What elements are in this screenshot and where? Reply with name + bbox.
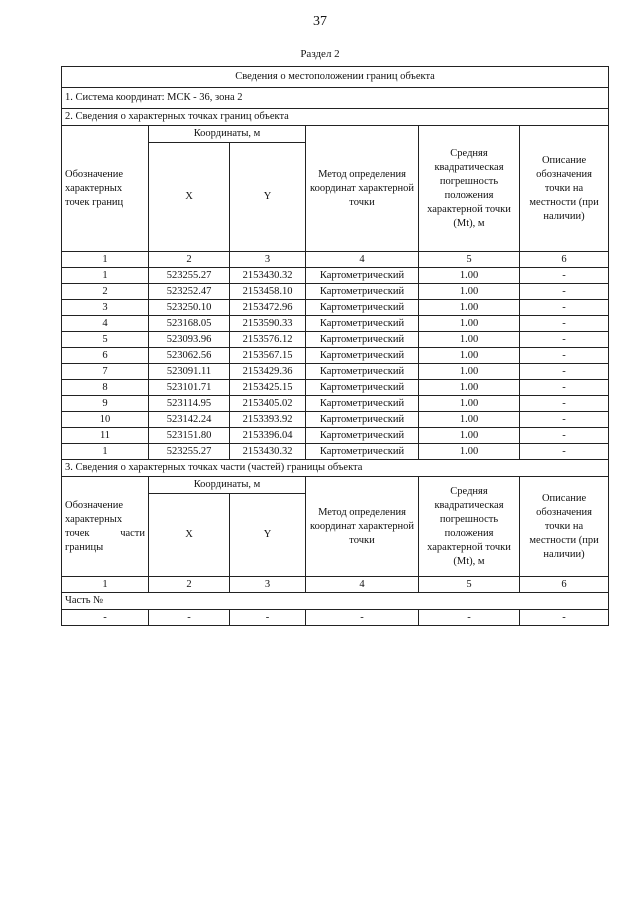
point-method: Картометрический xyxy=(306,412,419,428)
column-numbers-row xyxy=(62,252,609,268)
point-mt: 1.00 xyxy=(419,316,520,332)
column-number: 4 xyxy=(306,577,419,593)
point-id: 4 xyxy=(62,316,149,332)
table-row xyxy=(62,284,609,300)
header-coords: Координаты, м xyxy=(149,126,306,143)
point-method: Картометрический xyxy=(306,364,419,380)
header-error: Средняя квадратическая погрешность положения характерной точки (Mt), м xyxy=(419,126,520,252)
column-number: 2 xyxy=(149,577,230,593)
header-coords-part: Координаты, м xyxy=(149,477,306,494)
page-number: 37 xyxy=(313,14,327,29)
point-id: 1 xyxy=(62,268,149,284)
column-numbers-row xyxy=(62,577,609,593)
header-x-part: X xyxy=(149,494,230,577)
point-description: - xyxy=(520,268,609,284)
point-method: Картометрический xyxy=(306,300,419,316)
point-x: 523114.95 xyxy=(149,396,230,412)
header-method-part: Метод определения координат характерной точки xyxy=(306,477,419,577)
section3-title: 3. Сведения о характерных точках части (частей) границы объекта xyxy=(62,460,609,477)
point-description: - xyxy=(520,316,609,332)
point-y: 2153567.15 xyxy=(230,348,306,364)
header-method: Метод определения координат характерной точки xyxy=(306,126,419,252)
point-method: Картометрический xyxy=(306,348,419,364)
point-y: 2153590.33 xyxy=(230,316,306,332)
header-y: Y xyxy=(230,143,306,252)
point-mt: 1.00 xyxy=(419,348,520,364)
point-mt: 1.00 xyxy=(419,412,520,428)
point-x: 523168.05 xyxy=(149,316,230,332)
point-mt: 1.00 xyxy=(419,268,520,284)
column-number: 5 xyxy=(419,252,520,268)
header-y-part: Y xyxy=(230,494,306,577)
table-row xyxy=(62,380,609,396)
section2-title: 2. Сведения о характерных точках границ объекта xyxy=(62,109,609,126)
point-description: - xyxy=(520,380,609,396)
section-label: Раздел 2 xyxy=(300,48,340,60)
point-description: - xyxy=(520,444,609,460)
table-row xyxy=(62,396,609,412)
point-id: 1 xyxy=(62,444,149,460)
header-point-label: Обозначение характерных точек границ xyxy=(62,126,149,252)
point-y: 2153405.02 xyxy=(230,396,306,412)
part-cell: - xyxy=(419,610,520,626)
column-number: 1 xyxy=(62,577,149,593)
point-y: 2153472.96 xyxy=(230,300,306,316)
point-description: - xyxy=(520,412,609,428)
point-id: 7 xyxy=(62,364,149,380)
column-number: 5 xyxy=(419,577,520,593)
point-y: 2153430.32 xyxy=(230,268,306,284)
point-method: Картометрический xyxy=(306,396,419,412)
point-description: - xyxy=(520,364,609,380)
part-label: Часть № xyxy=(62,593,609,610)
table-row xyxy=(62,268,609,284)
table-row xyxy=(62,316,609,332)
part-cell: - xyxy=(230,610,306,626)
table-row xyxy=(62,332,609,348)
part-cell: - xyxy=(306,610,419,626)
point-method: Картометрический xyxy=(306,444,419,460)
column-number: 3 xyxy=(230,577,306,593)
point-x: 523101.71 xyxy=(149,380,230,396)
point-mt: 1.00 xyxy=(419,284,520,300)
column-number: 4 xyxy=(306,252,419,268)
point-y: 2153430.32 xyxy=(230,444,306,460)
point-y: 2153429.36 xyxy=(230,364,306,380)
point-y: 2153576.12 xyxy=(230,332,306,348)
point-y: 2153396.04 xyxy=(230,428,306,444)
point-x: 523252.47 xyxy=(149,284,230,300)
header-part-point-label: Обозначение характерных точек части границы xyxy=(62,477,149,577)
part-cell: - xyxy=(62,610,149,626)
point-id: 8 xyxy=(62,380,149,396)
point-id: 6 xyxy=(62,348,149,364)
point-id: 5 xyxy=(62,332,149,348)
table-row xyxy=(62,364,609,380)
header-description-part: Описание обозначения точки на местности (при наличии) xyxy=(520,477,609,577)
point-method: Картометрический xyxy=(306,268,419,284)
point-method: Картометрический xyxy=(306,332,419,348)
boundary-table xyxy=(61,66,609,626)
point-id: 3 xyxy=(62,300,149,316)
point-x: 523151.80 xyxy=(149,428,230,444)
point-mt: 1.00 xyxy=(419,364,520,380)
table-row xyxy=(62,348,609,364)
point-x: 523250.10 xyxy=(149,300,230,316)
coord-system: 1. Система координат: МСК - 36, зона 2 xyxy=(62,88,609,109)
point-id: 11 xyxy=(62,428,149,444)
point-method: Картометрический xyxy=(306,284,419,300)
point-mt: 1.00 xyxy=(419,396,520,412)
point-description: - xyxy=(520,284,609,300)
point-mt: 1.00 xyxy=(419,332,520,348)
point-id: 2 xyxy=(62,284,149,300)
header-error-part: Средняя квадратическая погрешность положения характерной точки (Mt), м xyxy=(419,477,520,577)
column-number: 3 xyxy=(230,252,306,268)
table-row xyxy=(62,300,609,316)
column-number: 2 xyxy=(149,252,230,268)
point-mt: 1.00 xyxy=(419,300,520,316)
point-x: 523093.96 xyxy=(149,332,230,348)
table-row xyxy=(62,444,609,460)
point-y: 2153425.15 xyxy=(230,380,306,396)
point-x: 523142.24 xyxy=(149,412,230,428)
point-description: - xyxy=(520,348,609,364)
column-number: 1 xyxy=(62,252,149,268)
point-y: 2153458.10 xyxy=(230,284,306,300)
point-id: 10 xyxy=(62,412,149,428)
part-cell: - xyxy=(520,610,609,626)
point-y: 2153393.92 xyxy=(230,412,306,428)
table-row xyxy=(62,428,609,444)
header-description: Описание обозначения точки на местности (при наличии) xyxy=(520,126,609,252)
point-x: 523255.27 xyxy=(149,444,230,460)
column-number: 6 xyxy=(520,252,609,268)
point-description: - xyxy=(520,332,609,348)
point-method: Картометрический xyxy=(306,380,419,396)
point-x: 523091.11 xyxy=(149,364,230,380)
table-title: Сведения о местоположении границ объекта xyxy=(62,67,609,88)
column-number: 6 xyxy=(520,577,609,593)
point-method: Картометрический xyxy=(306,428,419,444)
table-row xyxy=(62,412,609,428)
point-mt: 1.00 xyxy=(419,428,520,444)
point-x: 523062.56 xyxy=(149,348,230,364)
point-method: Картометрический xyxy=(306,316,419,332)
point-x: 523255.27 xyxy=(149,268,230,284)
part-cell: - xyxy=(149,610,230,626)
point-mt: 1.00 xyxy=(419,380,520,396)
point-description: - xyxy=(520,428,609,444)
point-description: - xyxy=(520,396,609,412)
header-x: X xyxy=(149,143,230,252)
point-id: 9 xyxy=(62,396,149,412)
point-description: - xyxy=(520,300,609,316)
point-mt: 1.00 xyxy=(419,444,520,460)
part-empty-row xyxy=(62,610,609,626)
